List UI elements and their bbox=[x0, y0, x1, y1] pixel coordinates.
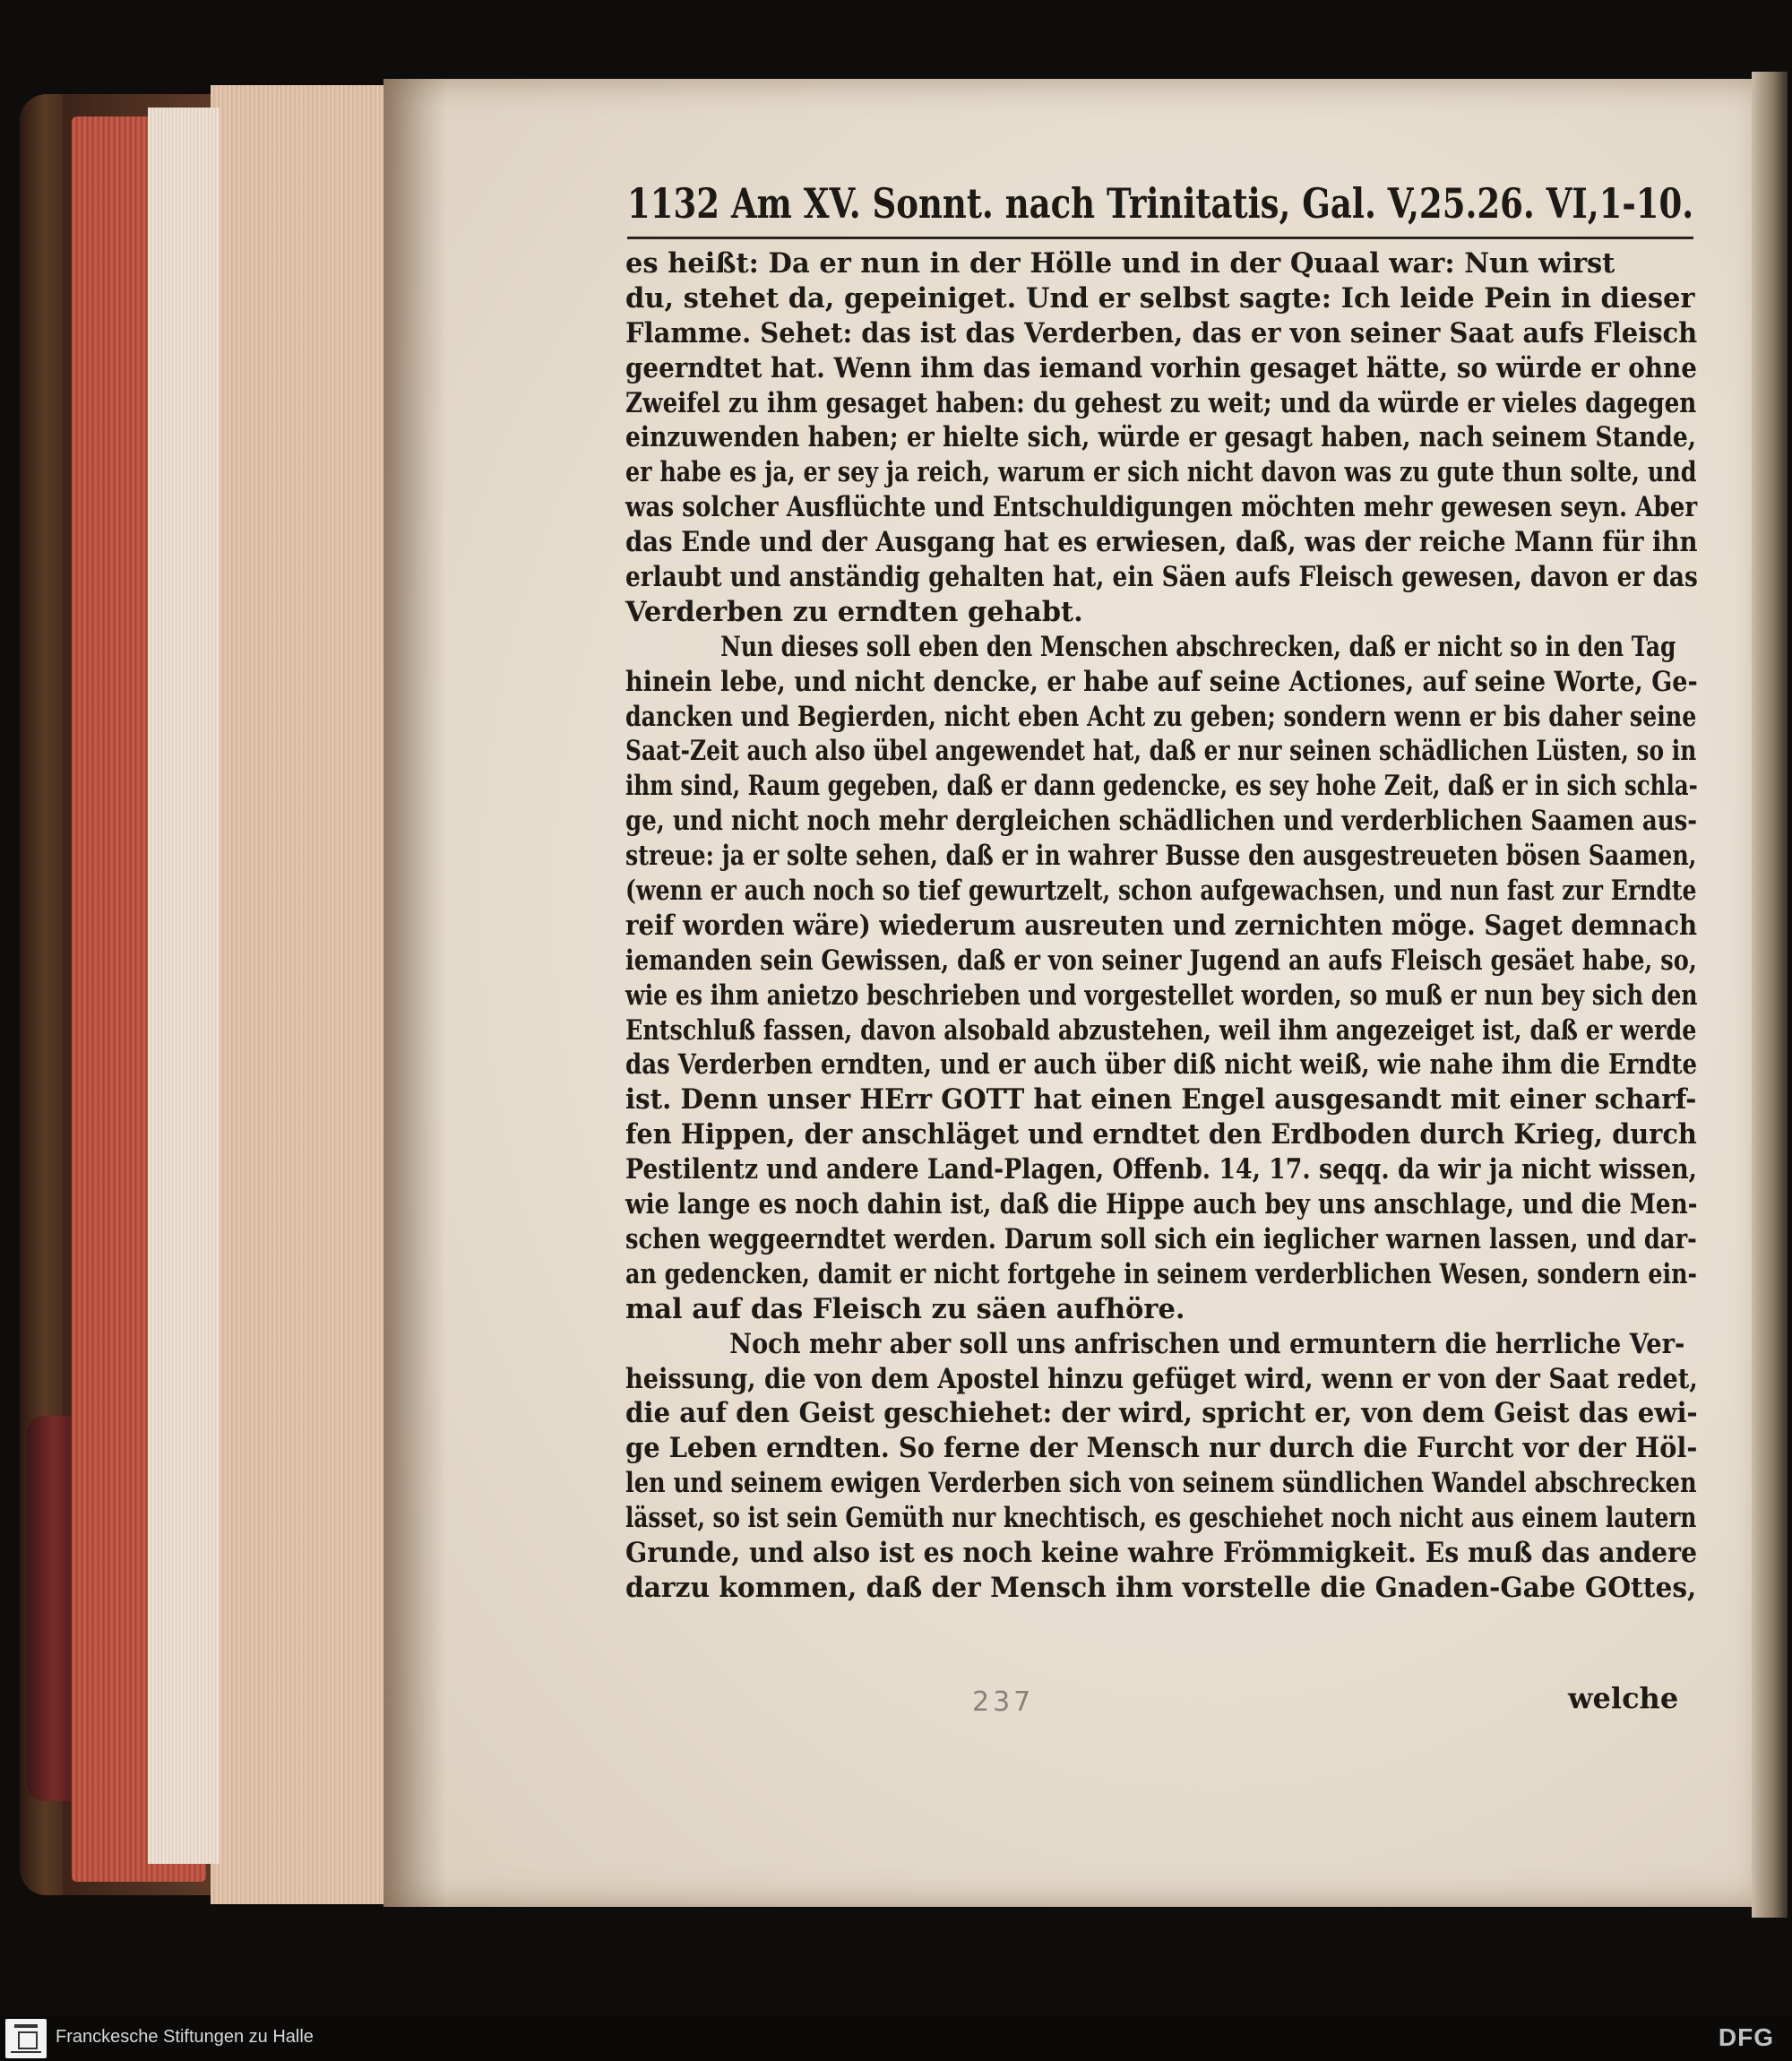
header-rule bbox=[627, 237, 1693, 239]
text-line: du, stehet da, gepeiniget. Und er selbst sagte: Ich leide Pein in dieser bbox=[625, 281, 1695, 315]
text-line: darzu kommen, daß der Mensch ihm vorstelle die Gnaden-Gabe GOttes, bbox=[625, 1571, 1697, 1604]
running-header: 1132 Am XV. Sonnt. nach Trinitatis, Gal. V,25.26. VI,1-10. bbox=[627, 179, 1694, 228]
body-text bbox=[625, 246, 1697, 1606]
pencil-annotation: 237 bbox=[972, 1686, 1035, 1718]
catchword: welche bbox=[1568, 1681, 1679, 1715]
text-line: Grunde, und also ist es noch keine wahre Frömmigkeit. Es muß das andere bbox=[625, 1536, 1698, 1569]
text-line: mal auf das Fleisch zu säen aufhöre. bbox=[625, 1292, 1185, 1325]
text-line: reif worden wäre) wiederum ausreuten und zernichten möge. Saget demnach bbox=[625, 909, 1698, 942]
page-right-edge bbox=[1752, 72, 1788, 1918]
text-line: dancken und Begierden, nicht eben Acht zu geben; sondern wenn er bis daher seine bbox=[625, 700, 1697, 733]
text-line: Zweifel zu ihm gesaget haben: du gehest zu weit; und da würde er vieles dagegen bbox=[625, 386, 1697, 419]
page-stack bbox=[211, 85, 390, 1904]
text-line: Pestilentz und andere Land-Plagen, Offenb. 14, 17. seqq. da wir ja nicht wissen, bbox=[625, 1153, 1697, 1186]
text-line: Entschluß fassen, davon alsobald abzustehen, weil ihm angezeiget ist, daß er werde bbox=[625, 1013, 1697, 1047]
text-line: ist. Denn unser HErr GOTT hat einen Engel ausgesandt mit einer scharf- bbox=[625, 1083, 1697, 1117]
text-line: Nun dieses soll eben den Menschen abschrecken, daß er nicht so in den Tag bbox=[720, 630, 1676, 663]
text-line: streue: ja er solte sehen, daß er in wahrer Busse den ausgestreueten bösen Saamen, bbox=[625, 840, 1697, 873]
institution-logo-icon bbox=[5, 2019, 47, 2058]
text-line: es heißt: Da er nun in der Hölle und in der Quaal war: Nun wirst bbox=[625, 247, 1615, 280]
text-line: schen weggeerndtet werden. Darum soll sich ein ieglicher warnen lassen, und dar- bbox=[625, 1222, 1697, 1255]
text-line: iemanden sein Gewissen, daß er von seiner Jugend an aufs Fleisch gesäet habe, so, bbox=[625, 944, 1697, 977]
text-line: an gedencken, damit er nicht fortgehe in seinem verderblichen Wesen, sondern ein- bbox=[625, 1257, 1697, 1290]
text-line: lässet, so ist sein Gemüth nur knechtisch, es geschiehet noch nicht aus einem lautern bbox=[625, 1502, 1697, 1535]
text-line: heissung, die von dem Apostel hinzu gefüget wird, wenn er von der Saat redet, bbox=[625, 1362, 1698, 1395]
text-line: Saat-Zeit auch also übel angewendet hat, daß er nur seinen schädlichen Lüsten, so in bbox=[625, 735, 1697, 768]
text-line: ge Leben erndten. So ferne der Mensch nur durch die Furcht vor der Höl- bbox=[625, 1432, 1698, 1465]
text-line: Noch mehr aber soll uns anfrischen und ermuntern die herrliche Ver- bbox=[729, 1327, 1685, 1360]
text-line: er habe es ja, er sey ja reich, warum er sich nicht davon was zu gute thun solte, und bbox=[625, 456, 1697, 489]
text-line: geerndtet hat. Wenn ihm das iemand vorhin gesaget hätte, so würde er ohne bbox=[625, 351, 1697, 384]
text-line: Verderben zu erndten gehabt. bbox=[625, 595, 1083, 628]
text-line: das Ende und der Ausgang hat es erwiesen, daß, was der reiche Mann für ihn bbox=[625, 526, 1698, 559]
text-line: len und seinem ewigen Verderben sich von seinem sündlichen Wandel abschrecken bbox=[625, 1467, 1697, 1500]
text-line: wie lange es noch dahin ist, daß die Hippe auch bey uns anschlage, und die Men- bbox=[625, 1188, 1698, 1221]
text-line: einzuwenden haben; er hielte sich, würde er gesagt haben, nach seinem Stande, bbox=[625, 421, 1696, 454]
text-line: ge, und nicht noch mehr dergleichen schädlichen und verderblichen Saamen aus- bbox=[625, 805, 1698, 838]
text-line: die auf den Geist geschiehet: der wird, spricht er, von dem Geist das ewi- bbox=[625, 1397, 1698, 1430]
text-line: Flamme. Sehet: das ist das Verderben, das er von seiner Saat aufs Fleisch bbox=[625, 316, 1698, 349]
text-line: das Verderben erndten, und er auch über diß nicht weiß, wie nahe ihm die Erndte bbox=[625, 1048, 1698, 1082]
text-line: ihm sind, Raum gegeben, daß er dann gedencke, es sey hohe Zeit, daß er in sich schla- bbox=[625, 770, 1698, 803]
dfg-logo: DFG bbox=[1718, 2023, 1774, 2051]
text-line: erlaubt und anständig gehalten hat, ein Säen aufs Fleisch gewesen, davon er das bbox=[625, 561, 1698, 594]
text-line: (wenn er auch noch so tief gewurtzelt, schon aufgewachsen, und nun fast zur Erndte bbox=[625, 875, 1697, 908]
text-line: was solcher Ausflüchte und Entschuldigungen möchten mehr gewesen seyn. Aber bbox=[625, 491, 1698, 524]
page-stack-inner bbox=[148, 108, 220, 1864]
text-line: wie es ihm anietzo beschrieben und vorgestellet worden, so muß er nun bey sich den bbox=[625, 979, 1698, 1012]
gutter-shadow bbox=[383, 79, 446, 1907]
text-line: hinein lebe, und nicht dencke, er habe auf seine Actiones, auf seine Worte, Ge- bbox=[625, 665, 1698, 698]
text-line: fen Hippen, der anschläget und erndtet den Erdboden durch Krieg, durch bbox=[625, 1118, 1697, 1151]
institution-name: Franckesche Stiftungen zu Halle bbox=[56, 2027, 314, 2047]
